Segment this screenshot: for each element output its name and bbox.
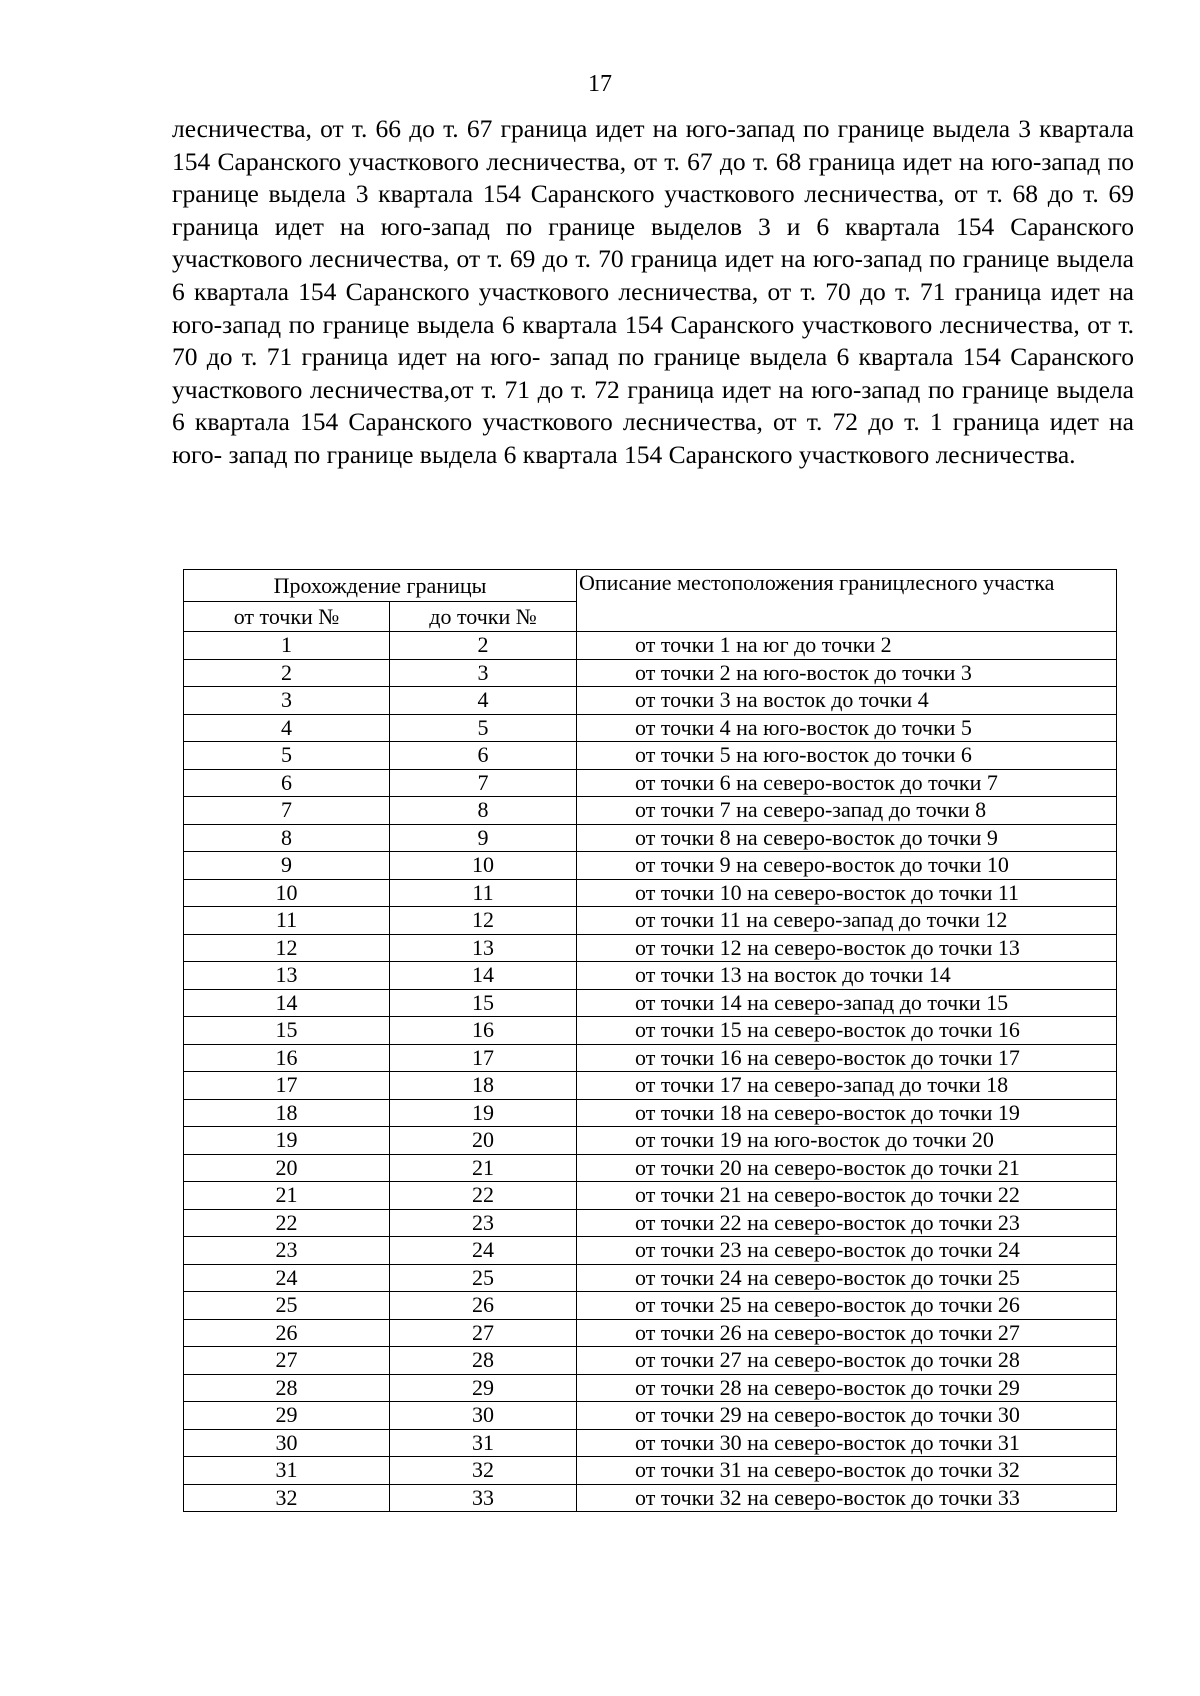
table-row	[184, 1099, 1117, 1127]
from-point-cell: 32	[184, 1484, 390, 1512]
to-point-cell: 24	[390, 1237, 577, 1265]
to-point-cell: 16	[390, 1017, 577, 1045]
table-row	[184, 1292, 1117, 1320]
description-cell: от точки 4 на юго-восток до точки 5	[577, 714, 1117, 742]
to-point-cell: 21	[390, 1154, 577, 1182]
from-point-cell: 26	[184, 1319, 390, 1347]
to-point-cell: 27	[390, 1319, 577, 1347]
to-point-cell: 31	[390, 1429, 577, 1457]
from-point-cell: 1	[184, 632, 390, 660]
from-point-cell: 11	[184, 907, 390, 935]
table-row	[184, 1237, 1117, 1265]
from-point-cell: 5	[184, 742, 390, 770]
boundary-description-paragraph: лесничества, от т. 66 до т. 67 граница идет на юго-запад по границе выдела 3 квартала 154 Саранского участкового лесничества, от т. 67 до т. 68 граница идет на юго-запад по границе выдела 3 квартала 154 Саранского участкового лесничества, от т. 68 до т. 69 граница идет на юго-запад по границе выделов 3 и 6 квартала 154 Саранского участкового лесничества, от т. 69 до т. 70 граница идет на юго-запад по границе выдела 6 квартала 154 Саранского участкового лесничества, от т. 70 до т. 71 граница идет на юго-запад по границе выдела 6 квартала 154 Саранского участкового лесничества, от т. 70 до т. 71 граница идет на юго- запад по границе выдела 6 квартала 154 Саранского участкового лесничества,от т. 71 до т. 72 граница идет на юго-запад по границе выдела 6 квартала 154 Саранского участкового лесничества, от т. 72 до т. 1 граница идет на юго- запад по границе выдела 6 квартала 154 Саранского участкового лесничества.	[172, 114, 1134, 469]
table-row	[184, 797, 1117, 825]
description-cell: от точки 31 на северо-восток до точки 32	[577, 1457, 1117, 1485]
to-point-cell: 20	[390, 1127, 577, 1155]
to-point-cell: 22	[390, 1182, 577, 1210]
description-cell: от точки 17 на северо-запад до точки 18	[577, 1072, 1117, 1100]
description-cell: от точки 24 на северо-восток до точки 25	[577, 1264, 1117, 1292]
table-row	[184, 1127, 1117, 1155]
table-row	[184, 769, 1117, 797]
from-point-cell: 30	[184, 1429, 390, 1457]
table-row	[184, 1044, 1117, 1072]
table-row	[184, 1347, 1117, 1375]
description-cell: от точки 29 на северо-восток до точки 30	[577, 1402, 1117, 1430]
from-point-cell: 2	[184, 659, 390, 687]
description-cell: от точки 10 на северо-восток до точки 11	[577, 879, 1117, 907]
from-point-cell: 20	[184, 1154, 390, 1182]
table-row	[184, 1402, 1117, 1430]
to-point-cell: 9	[390, 824, 577, 852]
description-cell: от точки 15 на северо-восток до точки 16	[577, 1017, 1117, 1045]
to-point-cell: 23	[390, 1209, 577, 1237]
description-cell: от точки 2 на юго-восток до точки 3	[577, 659, 1117, 687]
table-row	[184, 742, 1117, 770]
table-row	[184, 1457, 1117, 1485]
description-cell: от точки 23 на северо-восток до точки 24	[577, 1237, 1117, 1265]
table-row	[184, 1429, 1117, 1457]
description-cell: от точки 14 на северо-запад до точки 15	[577, 989, 1117, 1017]
description-cell: от точки 30 на северо-восток до точки 31	[577, 1429, 1117, 1457]
table-row	[184, 714, 1117, 742]
table-row	[184, 962, 1117, 990]
description-cell: от точки 7 на северо-запад до точки 8	[577, 797, 1117, 825]
from-point-cell: 3	[184, 687, 390, 715]
description-cell: от точки 12 на северо-восток до точки 13	[577, 934, 1117, 962]
table-row	[184, 1484, 1117, 1512]
from-point-cell: 31	[184, 1457, 390, 1485]
description-cell: от точки 27 на северо-восток до точки 28	[577, 1347, 1117, 1375]
to-point-cell: 3	[390, 659, 577, 687]
to-point-cell: 6	[390, 742, 577, 770]
description-cell: от точки 9 на северо-восток до точки 10	[577, 852, 1117, 880]
to-point-cell: 12	[390, 907, 577, 935]
table-row	[184, 879, 1117, 907]
from-point-cell: 17	[184, 1072, 390, 1100]
from-point-cell: 8	[184, 824, 390, 852]
to-point-cell: 15	[390, 989, 577, 1017]
from-point-cell: 21	[184, 1182, 390, 1210]
description-cell: от точки 32 на северо-восток до точки 33	[577, 1484, 1117, 1512]
from-point-cell: 19	[184, 1127, 390, 1155]
to-point-cell: 25	[390, 1264, 577, 1292]
table-row	[184, 852, 1117, 880]
from-point-cell: 23	[184, 1237, 390, 1265]
from-point-cell: 9	[184, 852, 390, 880]
from-point-cell: 25	[184, 1292, 390, 1320]
description-cell: от точки 16 на северо-восток до точки 17	[577, 1044, 1117, 1072]
to-point-cell: 2	[390, 632, 577, 660]
description-cell: от точки 6 на северо-восток до точки 7	[577, 769, 1117, 797]
table-row	[184, 1072, 1117, 1100]
description-cell: от точки 19 на юго-восток до точки 20	[577, 1127, 1117, 1155]
from-point-cell: 12	[184, 934, 390, 962]
table-row	[184, 1374, 1117, 1402]
from-point-cell: 29	[184, 1402, 390, 1430]
from-point-cell: 7	[184, 797, 390, 825]
to-point-cell: 18	[390, 1072, 577, 1100]
table-row	[184, 687, 1117, 715]
header-boundary-passage: Прохождение границы	[184, 570, 577, 602]
table-row	[184, 989, 1117, 1017]
table-row	[184, 907, 1117, 935]
description-cell: от точки 11 на северо-запад до точки 12	[577, 907, 1117, 935]
table-row	[184, 1017, 1117, 1045]
to-point-cell: 13	[390, 934, 577, 962]
to-point-cell: 17	[390, 1044, 577, 1072]
from-point-cell: 16	[184, 1044, 390, 1072]
to-point-cell: 19	[390, 1099, 577, 1127]
from-point-cell: 13	[184, 962, 390, 990]
to-point-cell: 11	[390, 879, 577, 907]
table-row	[184, 1182, 1117, 1210]
table-row	[184, 1209, 1117, 1237]
description-cell: от точки 20 на северо-восток до точки 21	[577, 1154, 1117, 1182]
to-point-cell: 10	[390, 852, 577, 880]
description-cell: от точки 22 на северо-восток до точки 23	[577, 1209, 1117, 1237]
to-point-cell: 32	[390, 1457, 577, 1485]
description-cell: от точки 26 на северо-восток до точки 27	[577, 1319, 1117, 1347]
table-row	[184, 824, 1117, 852]
to-point-cell: 30	[390, 1402, 577, 1430]
table-row	[184, 1154, 1117, 1182]
from-point-cell: 28	[184, 1374, 390, 1402]
to-point-cell: 7	[390, 769, 577, 797]
description-cell: от точки 28 на северо-восток до точки 29	[577, 1374, 1117, 1402]
description-cell: от точки 18 на северо-восток до точки 19	[577, 1099, 1117, 1127]
from-point-cell: 4	[184, 714, 390, 742]
description-cell: от точки 21 на северо-восток до точки 22	[577, 1182, 1117, 1210]
from-point-cell: 18	[184, 1099, 390, 1127]
to-point-cell: 28	[390, 1347, 577, 1375]
from-point-cell: 15	[184, 1017, 390, 1045]
from-point-cell: 10	[184, 879, 390, 907]
header-from-point: от точки №	[184, 602, 390, 632]
to-point-cell: 26	[390, 1292, 577, 1320]
description-cell: от точки 13 на восток до точки 14	[577, 962, 1117, 990]
header-location-description: Описание местоположения границлесного участка	[577, 570, 1117, 632]
from-point-cell: 14	[184, 989, 390, 1017]
to-point-cell: 29	[390, 1374, 577, 1402]
to-point-cell: 33	[390, 1484, 577, 1512]
table-row	[184, 632, 1117, 660]
description-cell: от точки 3 на восток до точки 4	[577, 687, 1117, 715]
from-point-cell: 24	[184, 1264, 390, 1292]
page-number: 17	[588, 71, 612, 97]
to-point-cell: 8	[390, 797, 577, 825]
description-cell: от точки 8 на северо-восток до точки 9	[577, 824, 1117, 852]
to-point-cell: 14	[390, 962, 577, 990]
table-row	[184, 934, 1117, 962]
boundary-table	[183, 569, 1117, 1512]
header-to-point: до точки №	[390, 602, 577, 632]
from-point-cell: 22	[184, 1209, 390, 1237]
description-cell: от точки 1 на юг до точки 2	[577, 632, 1117, 660]
table-row	[184, 1319, 1117, 1347]
from-point-cell: 27	[184, 1347, 390, 1375]
description-cell: от точки 25 на северо-восток до точки 26	[577, 1292, 1117, 1320]
to-point-cell: 5	[390, 714, 577, 742]
description-cell: от точки 5 на юго-восток до точки 6	[577, 742, 1117, 770]
table-row	[184, 1264, 1117, 1292]
table-body	[184, 632, 1117, 1512]
table-row	[184, 659, 1117, 687]
to-point-cell: 4	[390, 687, 577, 715]
from-point-cell: 6	[184, 769, 390, 797]
